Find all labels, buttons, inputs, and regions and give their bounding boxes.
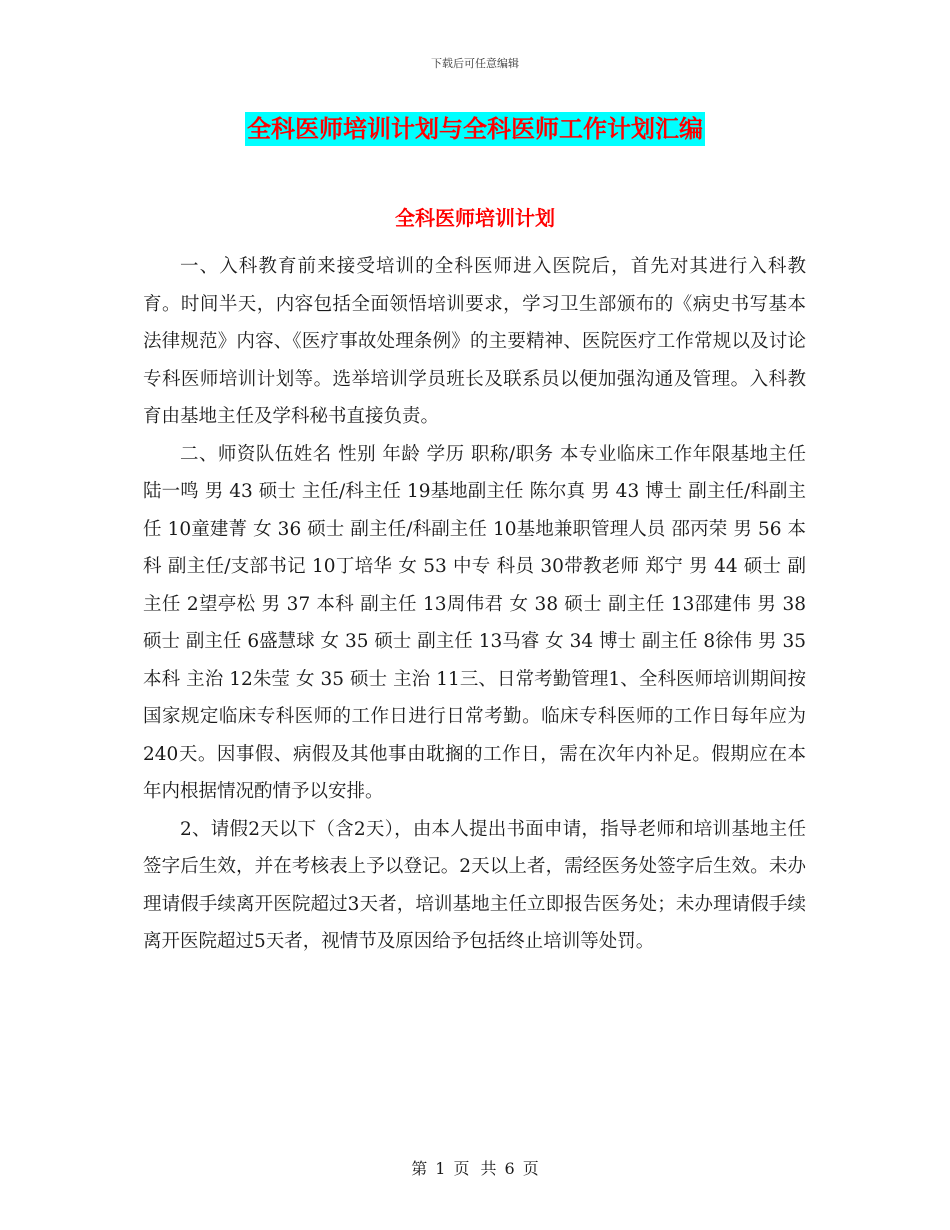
- section-title: 全科医师培训计划: [395, 206, 555, 230]
- header-note: 下载后可任意编辑: [431, 57, 519, 70]
- total-page-count: 6: [504, 1159, 515, 1178]
- current-page-number: 1: [435, 1159, 446, 1178]
- paragraph: 2、请假2天以下（含2天），由本人提出书面申请，指导老师和培训基地主任签字后生效，并在考核表上予以登记。2天以上者，需经医务处签字后生效。未办理请假手续离开医院超过3天者，培训基地主任立即报告医务处；未办理请假手续离开医院超过5天者，视情节及原因给予包括终止培训等处罚。: [143, 818, 806, 952]
- footer-suffix: 页: [522, 1159, 539, 1178]
- document-title: [0, 112, 950, 146]
- document-body: [143, 248, 806, 961]
- footer-prefix: 第: [411, 1159, 428, 1178]
- footer-middle: 页 共: [453, 1159, 497, 1178]
- page-footer: [0, 1156, 950, 1179]
- paragraph: 一、入科教育前来接受培训的全科医师进入医院后，首先对其进行入科教育。时间半天，内容包括全面领悟培训要求，学习卫生部颁布的《病史书写基本法律规范》内容、《医疗事故处理条例》的主要精神、医院医疗工作常规以及讨论专科医师培训计划等。选举培训学员班长及联系员以便加强沟通及管理。入科教育由基地主任及学科秘书直接负责。: [143, 256, 806, 427]
- document-title-text: 全科医师培训计划与全科医师工作计划汇编: [245, 112, 705, 146]
- paragraph: 二、师资队伍姓名 性别 年龄 学历 职称/职务 本专业临床工作年限基地主任 陆一鸣 男 43 硕士 主任/科主任 19基地副主任 陈尔真 男 43 博士 副主任/科副主任 10童建菁 女 36 硕士 副主任/科副主任 10基地兼职管理人员 邵丙荣 男 56 本科 副主任/支部书记 10丁培华 女 53 中专 科员 30带教老师 郑宁 男 44 硕士 副主任 2望亭松 男 37 本科 副主任 13周伟君 女 38 硕士 副主任 13邵建伟 男 38 硕士 副主任 6盛慧球 女 35 硕士 副主任 13马睿 女 34 博士 副主任 8徐伟 男 35 本科 主治 12朱莹 女 35 硕士 主治 11三、日常考勤管理1、全科医师培训期间按国家规定临床专科医师的工作日进行日常考勤。临床专科医师的工作日每年应为240天。因事假、病假及其他事由耽搁的工作日，需在次年内补足。假期应在本年内根据情况酌情予以安排。: [143, 443, 806, 802]
